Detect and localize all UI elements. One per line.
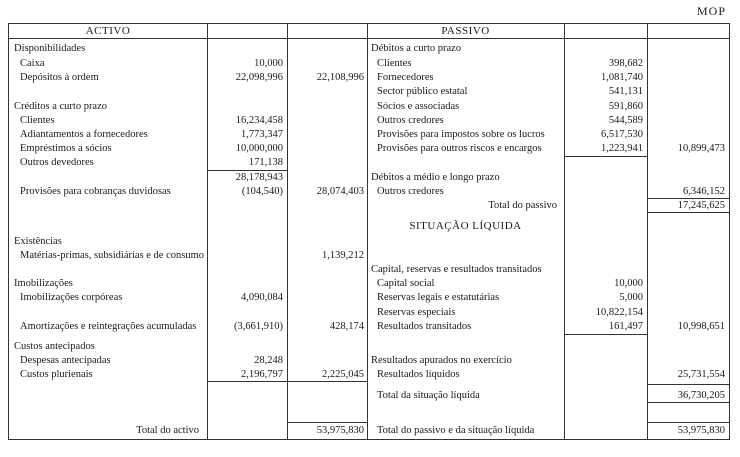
section-title: Existências (14, 236, 62, 247)
currency-label: MOP (696, 4, 726, 18)
row-value: (3,661,910) (234, 321, 283, 332)
row-label: Clientes (377, 58, 412, 69)
row-label: Reservas legais e estatutárias (377, 292, 500, 303)
row-subtotal: 25,731,554 (677, 369, 725, 380)
row-subtotal: 6,346,152 (683, 186, 725, 197)
row-value: 10,822,154 (595, 307, 643, 318)
row-subtotal: 10,899,473 (677, 143, 725, 154)
row-label: Provisões para impostos sobre os lucros (377, 129, 545, 140)
row-label: Despesas antecipadas (20, 355, 111, 366)
row-label: Empréstimos a sócios (20, 143, 112, 154)
row-label: Reservas especiais (377, 307, 456, 318)
row-value: (104,540) (241, 186, 283, 197)
row-label: Resultados transitados (377, 321, 472, 332)
row-value: 541,131 (608, 86, 643, 97)
section-title: Imobilizações (14, 278, 73, 289)
row-subtotal: 28,178,943 (235, 172, 283, 183)
section-title: Capital, reservas e resultados transitados (371, 264, 542, 275)
row-subtotal: 1,139,212 (322, 250, 364, 261)
row-value: 16,234,458 (235, 115, 283, 126)
row-value: 1,223,941 (601, 143, 643, 154)
row-subtotal: 2,225,045 (322, 369, 364, 380)
total-activo-value: 53,975,830 (316, 425, 364, 436)
row-label: Matérias-primas, subsidiárias e de consumo (20, 250, 204, 261)
row-label: Provisões para cobranças duvidosas (20, 186, 171, 197)
sum-rule (648, 402, 729, 403)
section-title: Créditos a curto prazo (14, 101, 108, 112)
total-rule (648, 422, 729, 423)
row-value: 1,081,740 (601, 72, 643, 83)
row-value: 10,000 (254, 58, 283, 69)
row-value: 28,248 (254, 355, 283, 366)
row-label: Sector público estatal (377, 86, 468, 97)
row-value: 171,138 (248, 157, 283, 168)
sum-rule (648, 198, 729, 199)
sum-rule (208, 170, 287, 171)
row-label: Amortizações e reintegrações acumuladas (20, 321, 197, 332)
sum-rule (208, 381, 367, 382)
row-value: 22,098,996 (235, 72, 283, 83)
grand-total-value: 53,975,830 (677, 425, 725, 436)
row-label: Resultados líquidos (377, 369, 460, 380)
sum-rule (648, 212, 729, 213)
row-label: Sócios e associadas (377, 101, 460, 112)
section-title: Disponibilidades (14, 43, 86, 54)
activo-header: ACTIVO (85, 25, 131, 37)
total-passivo-label: Total do passivo (488, 200, 557, 211)
row-subtotal: 28,074,403 (316, 186, 364, 197)
section-title: Resultados apurados no exercício (371, 355, 512, 366)
row-value: 6,517,530 (601, 129, 643, 140)
sum-rule (648, 384, 729, 385)
row-label: Custos plurienais (20, 369, 93, 380)
sum-rule (565, 334, 647, 335)
sum-rule (565, 156, 647, 157)
row-label: Outros devedores (20, 157, 94, 168)
grand-total-label: Total do passivo e da situação líquida (377, 425, 535, 436)
row-label: Outros credores (377, 115, 444, 126)
row-value: 591,860 (608, 101, 643, 112)
total-situacao-label: Total da situação líquida (377, 390, 480, 401)
row-label: Outros credores (377, 186, 444, 197)
row-value: 161,497 (608, 321, 643, 332)
header-rule (9, 38, 729, 39)
total-rule (287, 422, 367, 423)
row-subtotal: 22,108,996 (316, 72, 364, 83)
row-value: 544,589 (608, 115, 643, 126)
row-label: Fornecedores (377, 72, 434, 83)
situacao-header: SITUAÇÃO LÍQUIDA (409, 220, 522, 232)
row-value: 10,000,000 (235, 143, 283, 154)
row-label: Clientes (20, 115, 55, 126)
balance-sheet-table (8, 23, 730, 440)
row-value: 4,090,084 (241, 292, 283, 303)
row-subtotal: 428,174 (329, 321, 364, 332)
row-value: 2,196,797 (241, 369, 283, 380)
row-value: 1,773,347 (241, 129, 283, 140)
total-passivo-value: 17,245,625 (677, 200, 725, 211)
passivo-header: PASSIVO (441, 25, 490, 37)
section-title: Débitos a médio e longo prazo (371, 172, 500, 183)
section-title: Débitos a curto prazo (371, 43, 462, 54)
total-situacao-value: 36,730,205 (677, 390, 725, 401)
section-title: Custos antecipados (14, 341, 95, 352)
row-label: Provisões para outros riscos e encargos (377, 143, 542, 154)
row-label: Imobilizações corpóreas (20, 292, 123, 303)
row-label: Capital social (377, 278, 435, 289)
row-value: 10,000 (614, 278, 643, 289)
row-label: Adiantamentos a fornecedores (20, 129, 148, 140)
row-label: Depósitos à ordem (20, 72, 99, 83)
row-value: 398,682 (608, 58, 643, 69)
row-value: 5,000 (619, 292, 643, 303)
row-label: Caixa (20, 58, 45, 69)
row-subtotal: 10,998,651 (677, 321, 725, 332)
total-activo-label: Total do activo (136, 425, 199, 436)
